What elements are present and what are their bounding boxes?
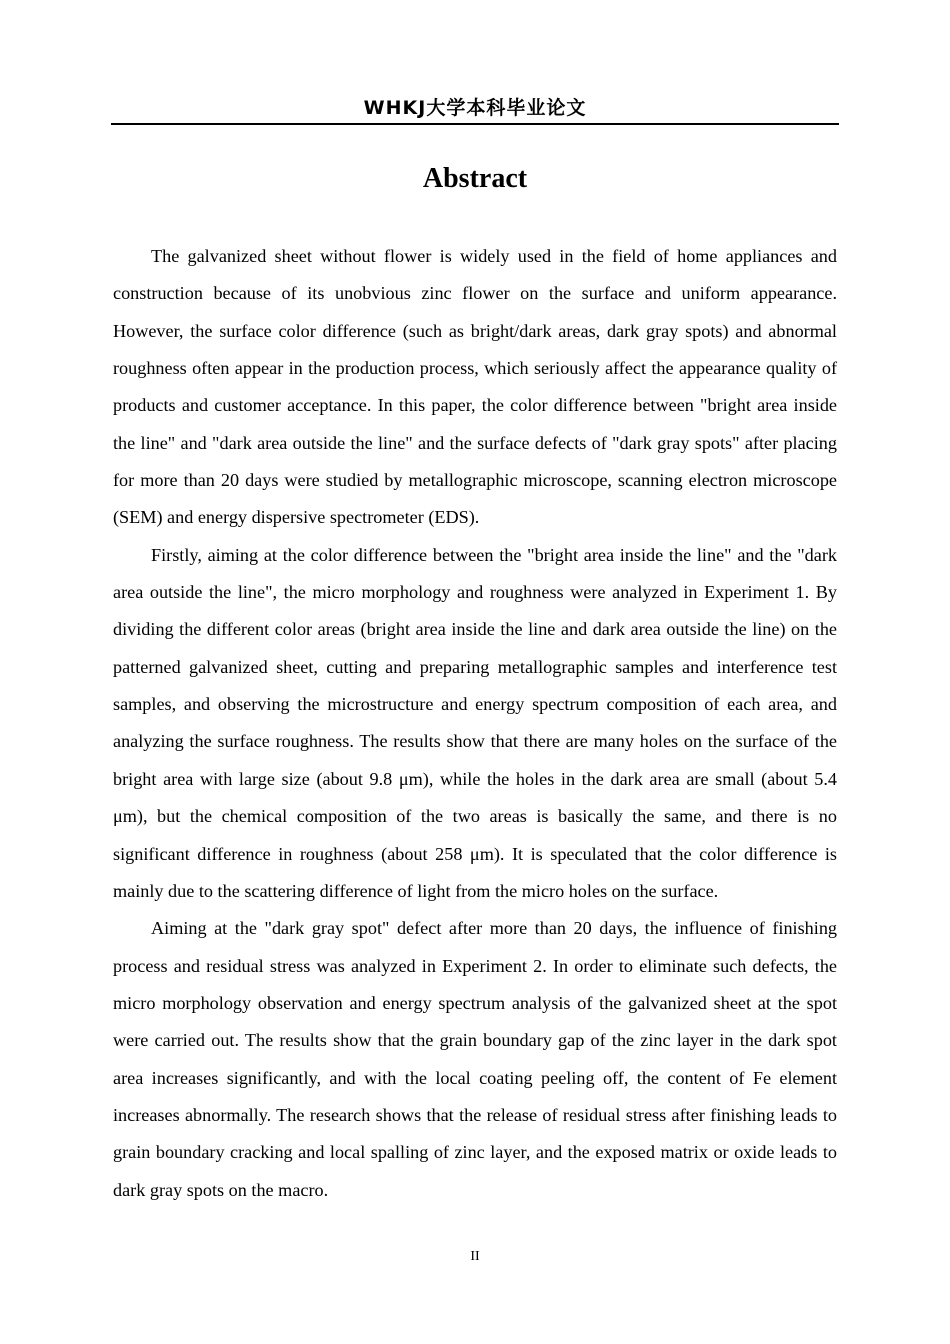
abstract-paragraph-1: The galvanized sheet without flower is widely used in the field of home appliances and construction because of its unobvious zinc flower on the surface and uniform appearance. However, the surface color difference (such as bright/dark areas, dark gray spots) and abnormal roughness often appear in the production process, which seriously affect the appearance quality of products and customer acceptance. In this paper, the color difference between "bright area inside the line" and "dark area outside the line" and the surface defects of "dark gray spots" after placing for more than 20 days were studied by metallographic microscope, scanning electron microscope (SEM) and energy dispersive spectrometer (EDS). <box>113 246 837 528</box>
abstract-body <box>113 238 837 1209</box>
header-divider <box>111 123 839 125</box>
abstract-paragraph-2: Firstly, aiming at the color difference between the "bright area inside the line" and the "dark area outside the line", the micro morphology and roughness were analyzed in Experiment 1. By dividing the different color areas (bright area inside the line and dark area outside the line) on the patterned galvanized sheet, cutting and preparing metallographic samples and interference test samples, and observing the microstructure and energy spectrum composition of each area, and analyzing the surface roughness. The results show that there are many holes on the surface of the bright area with large size (about 9.8 μm), while the holes in the dark area are small (about 5.4 μm), but the chemical composition of the two areas is basically the same, and there is no significant difference in roughness (about 258 μm). It is speculated that the color difference is mainly due to the scattering difference of light from the micro holes on the surface. <box>113 544 837 901</box>
running-header: WHKJ大学本科毕业论文 <box>363 97 587 119</box>
abstract-paragraph-3: Aiming at the "dark gray spot" defect after more than 20 days, the influence of finishing process and residual stress was analyzed in Experiment 2. In order to eliminate such defects, the micro morphology observation and energy spectrum analysis of the galvanized sheet at the spot were carried out. The results show that the grain boundary gap of the zinc layer in the dark spot area increases significantly, and with the local coating peeling off, the content of Fe element increases abnormally. The research shows that the release of residual stress after finishing leads to grain boundary cracking and local spalling of zinc layer, and the exposed matrix or oxide leads to dark gray spots on the macro. <box>113 918 837 1200</box>
page-title: Abstract <box>422 163 528 194</box>
page-number: II <box>470 1249 480 1264</box>
